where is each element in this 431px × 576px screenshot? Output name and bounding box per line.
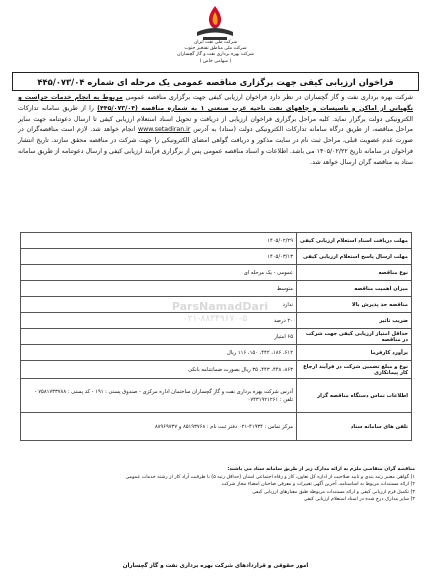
table-row xyxy=(21,313,412,329)
table-row xyxy=(21,249,412,265)
table-row xyxy=(21,265,412,281)
row-label: حداقل امتیاز ارزیابی کیفی جهت شرکت در مناقصه xyxy=(297,329,412,345)
requirement-item: ۴) سایر مدارک درج شده در اسناد استعلام ارزیابی کیفی xyxy=(303,497,415,503)
table-row xyxy=(21,329,412,345)
row-value: آدرس شرکت بهره برداری نفت و گاز گچساران ساختمان اداره مرکزی - صندوق پستی : ۱۹۱ - کد پستی : ۷۵۸۱۷۳۳۷۸۸ - تلفن : ۰۷۴۳۱۹۲۱۲۶۱ xyxy=(21,379,297,413)
row-label: نوع مناقصه xyxy=(297,265,412,281)
table-row xyxy=(21,379,412,413)
row-value: ۸۶۳، ۴۴۸، ۴۴۳، ۳۵ ریال بصورت ضمانتنامه بانکی xyxy=(21,361,297,379)
row-value: عمومی - یک مرحله ای xyxy=(21,265,297,281)
row-value: متوسط xyxy=(21,281,297,297)
row-label: تلفن های سامانه ستاد xyxy=(297,413,412,441)
table-row xyxy=(21,233,412,249)
requirements-heading: مناقصه گران متقاضی ملزم به ارائه مدارک زیر از طریق سامانه ستاد می باشند: xyxy=(227,467,415,472)
row-label: میزان اهمیت مناقصه xyxy=(297,281,412,297)
intro-text-3: انجام خواهد شد. لازم است مناقصه‌گران در صورت عدم عضویت قبلی، مراحل ثبت نام در سایت مذکور و دریافت گواهی امضای الکترونیکی را جهت شرکت در مناقصه محقق سازند. تاریخ انتشار فراخوان در سامانه تاریخ ۱۴۰۵/۰۲/۲۲ می باشد. اطلاعات و اسناد مناقصه عمومی پس از برگزاری فرآیند ارزیابی کیفی و ارسال دعوتنامه از طریق سامانه ستاد به مناقصه گران ارسال خواهد شد. xyxy=(18,126,413,166)
tender-info-table xyxy=(20,232,412,441)
row-label: برآورد کارفرما xyxy=(297,345,412,361)
requirement-item: ۲) ارائه مستندات مربوط به اساسنامه، آخرین آگهی تغییرات و معرفی صاحبان امضاء مجاز شرکت xyxy=(221,482,415,488)
table-row xyxy=(21,345,412,361)
table-row xyxy=(21,281,412,297)
table-row xyxy=(21,361,412,379)
row-value: ندارد xyxy=(21,297,297,313)
table-row xyxy=(21,297,412,313)
nioc-flame-logo-icon xyxy=(183,4,247,44)
row-value: ۲۰ درصد xyxy=(21,313,297,329)
bidder-requirements xyxy=(16,466,415,504)
row-value: ۱۴۰۵/۰۳/۱۳ xyxy=(21,249,297,265)
org-line: شرکت ملی مناطق نفتخیز جنوب xyxy=(184,46,247,52)
watermark-phone: ۰۲۱-۸۸۳۴۹۶۷۰-۵ xyxy=(182,314,248,324)
row-label: نوع و مبلغ تضمین شرکت در فرآیند ارجاع کار پیمانکاری xyxy=(297,361,412,379)
row-value: ۱۴۰۵/۰۲/۲۹ xyxy=(21,233,297,249)
intro-text-1: شرکت بهره برداری نفت و گاز گچساران در نظر دارد فراخوان ارزیابی کیفی جهت برگزاری مناقصه عمومی xyxy=(125,94,413,101)
row-label: ضریب تاثیر xyxy=(297,313,412,329)
row-label: مهلت ارسال پاسخ استعلام ارزیابی کیفی xyxy=(297,249,412,265)
requirement-item: ۱) گواهی معتبر رتبه بندی و تایید صلاحیت از اداره کل تعاون، کار و رفاه اجتماعی استان (حداقل رتبه ۵) با ظرفیت آزاد کار از رشته خدمات عمومی xyxy=(125,474,415,480)
org-line: شرکت ملی نفت ایران xyxy=(193,40,238,45)
row-value: ۶۱۲، ۱۸۶، ۴۴۲، ۱۵۰، ۱۱۶ ریال xyxy=(21,345,297,361)
row-label: مهلت دریافت اسناد استعلام ارزیابی کیفی xyxy=(297,233,412,249)
setad-url[interactable]: www.setadiran.ir xyxy=(137,126,191,134)
intro-paragraph xyxy=(18,93,413,169)
notice-title: فراخوان ارزیابی کیفی جهت برگزاری مناقصه عمومی یک مرحله ای شماره ۴۴۵/۰۷۳/۰۴ xyxy=(12,72,419,91)
intro-text-2: را از طریق سامانه تدارکات الکترونیکی دولت برگزار نماید. کلیه مراحل برگزاری فراخوان ارزیابی از دریافت و تحویل اسناد استعلام ارزیابی کیفی تا ارسال دعوتنامه جهت سایر مراحل مناقصه، از طریق درگاه سامانه تدارکات الکترونیکی دولت (ستاد) به آدرس xyxy=(18,104,413,134)
row-value: مرکز تماس : ۴۱۹۳۴-۰۲۱ دفتر ثبت نام : ۸۵۱۹۳۷۶۸ و ۸۸۹۶۹۷۳۷ xyxy=(21,413,297,441)
requirement-item: ۳) تکمیل فرم ارزیابی کیفی و ارائه مستندات مربوطه طبق معیارهای ارزیابی کیفی xyxy=(252,489,415,495)
table-row xyxy=(21,413,412,441)
organization-header xyxy=(0,40,431,65)
row-label: اطلاعات تماس دستگاه مناقصه گزار xyxy=(297,379,412,413)
tender-subject: مربوط به انجام خدمات حراست و نگهبانی از اماکن و تاسیسات و چاههای نفت ناحیه غرب صنعتی ۱ به شماره مناقصه (۴۴۵/۰۷۳/۰۴) xyxy=(18,94,413,112)
footer-signature: امور حقوقی و قراردادهای شرکت بهره برداری نفت و گاز گچساران xyxy=(122,563,309,569)
watermark-text: ParsNamadDari xyxy=(171,300,269,313)
row-label: مناقصه حد پذیرش بالا xyxy=(297,297,412,313)
org-line: شرکت بهره برداری نفت و گاز گچساران xyxy=(177,52,254,58)
row-value: ۶۵ امتیاز xyxy=(21,329,297,345)
org-line: ( سهامی خاص ) xyxy=(199,58,232,64)
